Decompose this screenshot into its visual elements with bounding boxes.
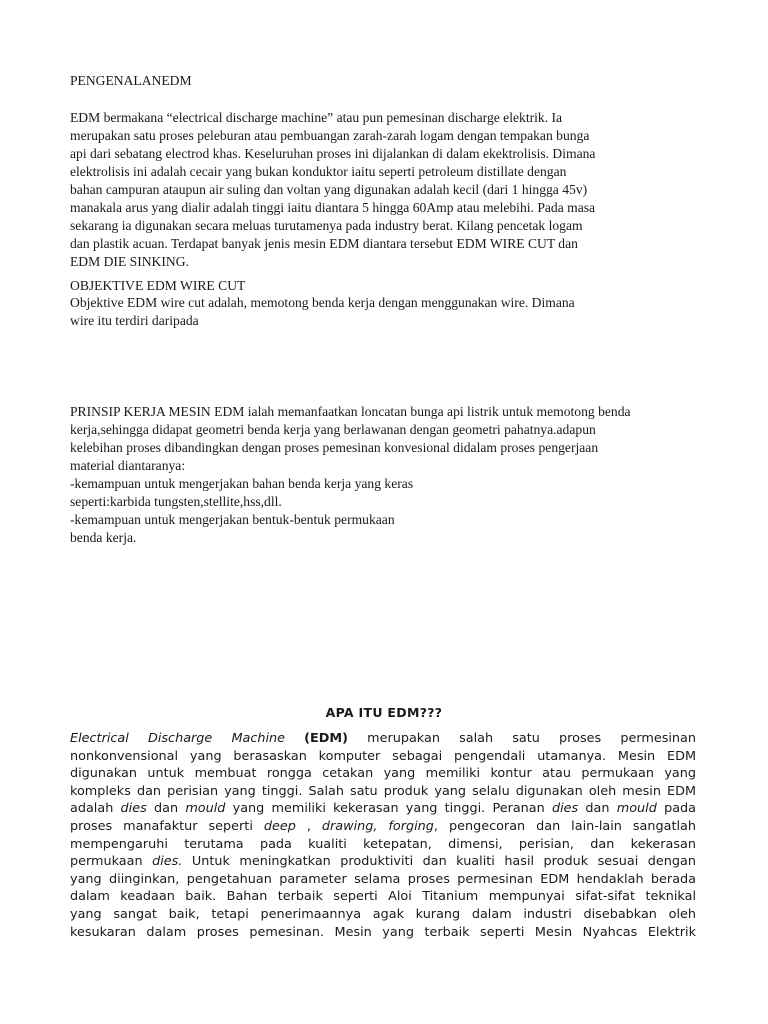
objective-heading: OBJEKTIVE EDM WIRE CUT [70,278,246,293]
apa-line: nonkonvensional yang berasaskan komputer sebagai pengendali utamanya. Mesin EDM [70,748,696,764]
intro-line: sekarang ia digunakan secara meluas turutamenya pada industry berat. Kilang pencetak logam [70,218,583,233]
prinsip-paragraph [70,403,631,547]
prinsip-line: material diantaranya: [70,458,186,473]
intro-line: EDM bermakana “electrical discharge machine” atau pun pemesinan discharge elektrik. Ia [70,110,563,125]
apa-line: yang sangat baik, tetapi penerimaannya agak kurang dalam industri disebabkan oleh [70,906,696,922]
objective-line: wire itu terdiri daripada [70,313,199,328]
apa-line: kompleks dan perisian yang tinggi. Salah satu produk yang selalu digunakan oleh mesin EDM [70,783,696,799]
prinsip-line: -kemampuan untuk mengerjakan bentuk-bentuk permukaan [70,512,395,527]
prinsip-line: seperti:karbida tungsten,stellite,hss,dll. [70,494,282,509]
intro-line: elektrolisis ini adalah cecair yang bukan konduktor iaitu seperti petroleum distillate dengan [70,164,567,179]
apa-line: yang diinginkan, pengetahuan parameter selama proses permesinan EDM hendaklah berada [70,871,696,887]
objective-line: Objektive EDM wire cut adalah, memotong benda kerja dengan menggunakan wire. Dimana [70,295,575,310]
intro-line: EDM DIE SINKING. [70,254,189,269]
prinsip-line: kelebihan proses dibandingkan dengan proses pemesinan konvesional didalam proses pengerjaan [70,440,599,455]
intro-line: api dari sebatang electrod khas. Keseluruhan proses ini dijalankan di dalam ekektrolisis. Dimana [70,146,596,161]
prinsip-line: kerja,sehingga didapat geometri benda kerja yang berlawanan dengan geometri pahatnya.adapun [70,422,596,437]
objective-paragraph [70,294,575,330]
apa-line: mempengaruhi terutama pada kualiti ketepatan, dimensi, perisian, dan kekerasan [70,836,696,852]
apa-line: adalah dies dan mould yang memiliki kekerasan yang tinggi. Peranan dies dan mould pada [70,801,697,817]
apa-line: dalam keadaan baik. Bahan terbaik seperti Aloi Titanium mempunyai sifat-sifat teknikal [70,889,696,905]
prinsip-line: PRINSIP KERJA MESIN EDM ialah memanfaatkan loncatan bunga api listrik untuk memotong benda [70,404,631,419]
intro-line: manakala arus yang dialir adalah tinggi iaitu diantara 5 hingga 60Amp atau melebihi. Pada masa [70,200,596,215]
apa-paragraph [70,730,696,941]
prinsip-line: benda kerja. [70,530,137,545]
apa-line: digunakan untuk membuat rongga cetakan yang memiliki kontur atau permukaan yang [70,766,696,782]
apa-line: kesukaran dalam proses pemesinan. Mesin yang terbaik seperti Mesin Nyahcas Elektrik [70,924,696,940]
page-title: PENGENALANEDM [70,73,192,88]
section-heading: APA ITU EDM??? [325,705,443,720]
intro-paragraph [70,109,595,271]
intro-line: dan plastik acuan. Terdapat banyak jenis mesin EDM diantara tersebut EDM WIRE CUT dan [70,236,578,251]
apa-line: proses manafaktur seperti deep , drawing, forging, pengecoran dan lain-lain sangatlah [70,818,697,834]
prinsip-line: -kemampuan untuk mengerjakan bahan benda kerja yang keras [70,476,414,491]
intro-line: bahan campuran ataupun air suling dan voltan yang digunakan adalah kecil (dari 1 hingga 45v) [70,182,588,197]
apa-line: permukaan dies. Untuk meningkatkan produktiviti dan kualiti hasil produk sesuai dengan [70,854,696,870]
intro-line: merupakan satu proses peleburan atau pembuangan zarah-zarah logam dengan tempakan bunga [70,128,590,143]
apa-line: Electrical Discharge Machine (EDM) merupakan salah satu proses permesinan [70,731,696,746]
